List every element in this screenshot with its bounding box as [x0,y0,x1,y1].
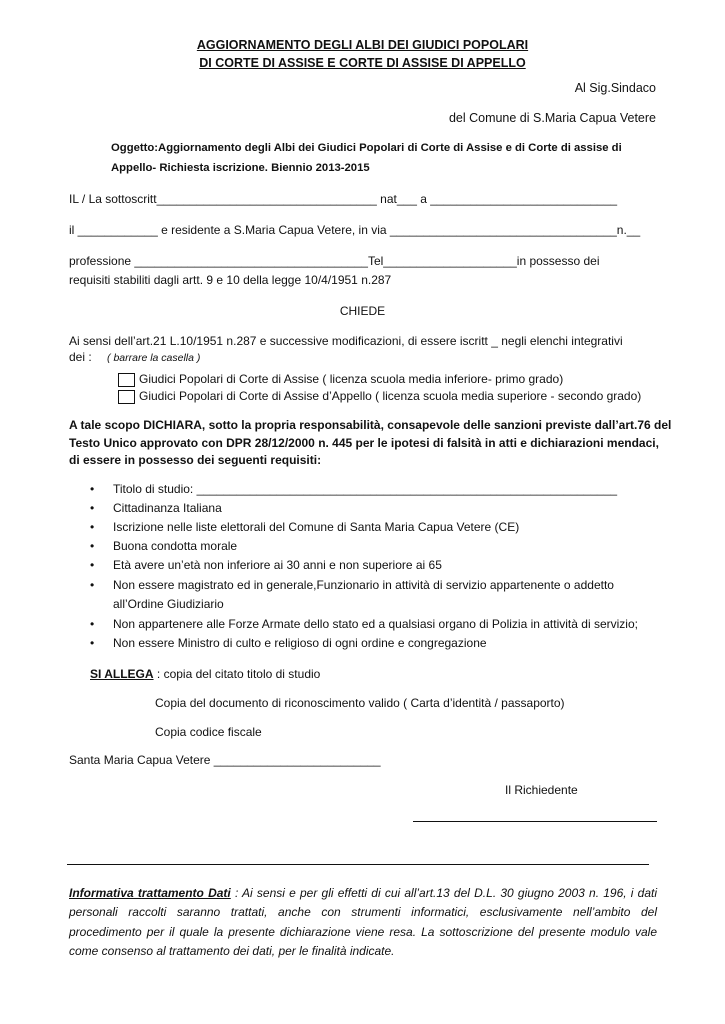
bullet-icon: • [90,636,95,650]
requirement-item: Non essere Ministro di culto e religioso di ogni ordine e congregazione [113,636,487,650]
form-name-row: IL / La sottoscritt_________________________________ nat___ a ____________________________ [69,192,618,206]
bullet-icon: • [90,558,95,572]
requirement-item: Cittadinanza Italiana [113,501,222,515]
privacy-text: : Ai sensi e per gli effetti di cui all’art.13 del D.L. 30 giugno 2003 n. 196, i dati personali raccolti saranno trattati, anche con strumenti informatici, esclusivamente nell’ambito del procedimento per il quale la presente dichiarazione viene resa. La sottoscrizione del presente modulo vale come consenso al trattamento dei dati, per le finalità indicate. [69,886,657,958]
request-line1: Ai sensi dell’art.21 L.10/1951 n.287 e successive modificazioni, di essere iscritt _ negli elenchi integrativi [69,334,623,348]
signer-label: Il Richiedente [505,783,578,797]
attachments-line1 [90,667,320,681]
bullet-icon: • [90,520,95,534]
option-appello-checkbox[interactable] [118,390,135,404]
subject-line2: Appello- Richiesta iscrizione. Biennio 2013-2015 [111,162,370,174]
attachments-item2: Copia del documento di riconoscimento valido ( Carta d’identità / passaporto) [155,696,565,710]
declaration-line3: di essere in possesso dei seguenti requisiti: [69,453,322,467]
signature-line [413,821,657,822]
form-profession-row: professione ___________________________________Tel____________________in possesso dei [69,254,600,268]
bullet-icon: • [90,482,95,496]
option-appello-label: Giudici Popolari di Corte di Assise d’Appello ( licenza scuola media superiore - secondo grado) [139,389,642,403]
document-title-line2: DI CORTE DI ASSISE E CORTE DI ASSISE DI APPELLO [199,56,526,70]
requirement-item: Iscrizione nelle liste elettorali del Comune di Santa Maria Capua Vetere (CE) [113,520,520,534]
subject-line1: Oggetto:Aggiornamento degli Albi dei Giudici Popolari di Corte di Assise e di Corte di assise di [111,142,622,154]
request-line2 [69,350,200,364]
option-appello[interactable] [118,389,641,404]
document-title-line1: AGGIORNAMENTO DEGLI ALBI DEI GIUDICI POPOLARI [196,38,529,52]
bullet-icon: • [90,539,95,553]
form-requirements-row: requisiti stabiliti dagli artt. 9 e 10 della legge 10/4/1951 n.287 [69,273,392,287]
bullet-icon: • [90,501,95,515]
privacy-notice [69,884,657,961]
recipient-line1: Al Sig.Sindaco [574,81,656,95]
section-divider [67,864,649,865]
bullet-icon: • [90,617,95,631]
request-dei: dei : [69,350,92,364]
requirement-item: Titolo di studio: _______________________________________________________________ [113,482,618,496]
attachments-label: SI ALLEGA [90,667,154,681]
recipient-line2: del Comune di S.Maria Capua Vetere [448,111,656,125]
requirement-item: Buona condotta morale [113,539,238,553]
form-residence-row: il ____________ e residente a S.Maria Capua Vetere, in via __________________________________n.__ [69,223,641,237]
bullet-icon: • [90,578,95,592]
option-assise-label: Giudici Popolari di Corte di Assise ( licenza scuola media inferiore- primo grado) [139,372,564,386]
requirement-item: Età avere un’età non inferiore ai 30 anni e non superiore ai 65 [113,558,442,572]
privacy-label: Informativa trattamento Dati [69,886,231,900]
option-assise[interactable] [118,372,563,387]
attachments-item3: Copia codice fiscale [155,725,262,739]
requirement-item: Non essere magistrato ed in generale,Funzionario in attività di servizio appartenente o addetto [113,578,614,592]
declaration-line2: Testo Unico approvato con DPR 28/12/2000 n. 445 per le ipotesi di falsità in atti e dichiarazioni mendaci, [69,436,659,450]
option-assise-checkbox[interactable] [118,373,135,387]
place-date-field: Santa Maria Capua Vetere _________________________ [69,753,381,767]
declaration-line1: A tale scopo DICHIARA, sotto la propria responsabilità, consapevole delle sanzioni previste dall’art.76 del [69,418,672,432]
requirement-item-continued: all’Ordine Giudiziario [113,597,224,611]
request-note: ( barrare la casella ) [107,352,201,364]
requirement-item: Non appartenere alle Forze Armate dello stato ed a qualsiasi organo di Polizia in attività di servizio; [113,617,638,631]
attachments-item1: : copia del citato titolo di studio [153,667,321,681]
chiede-heading: CHIEDE [339,304,386,318]
